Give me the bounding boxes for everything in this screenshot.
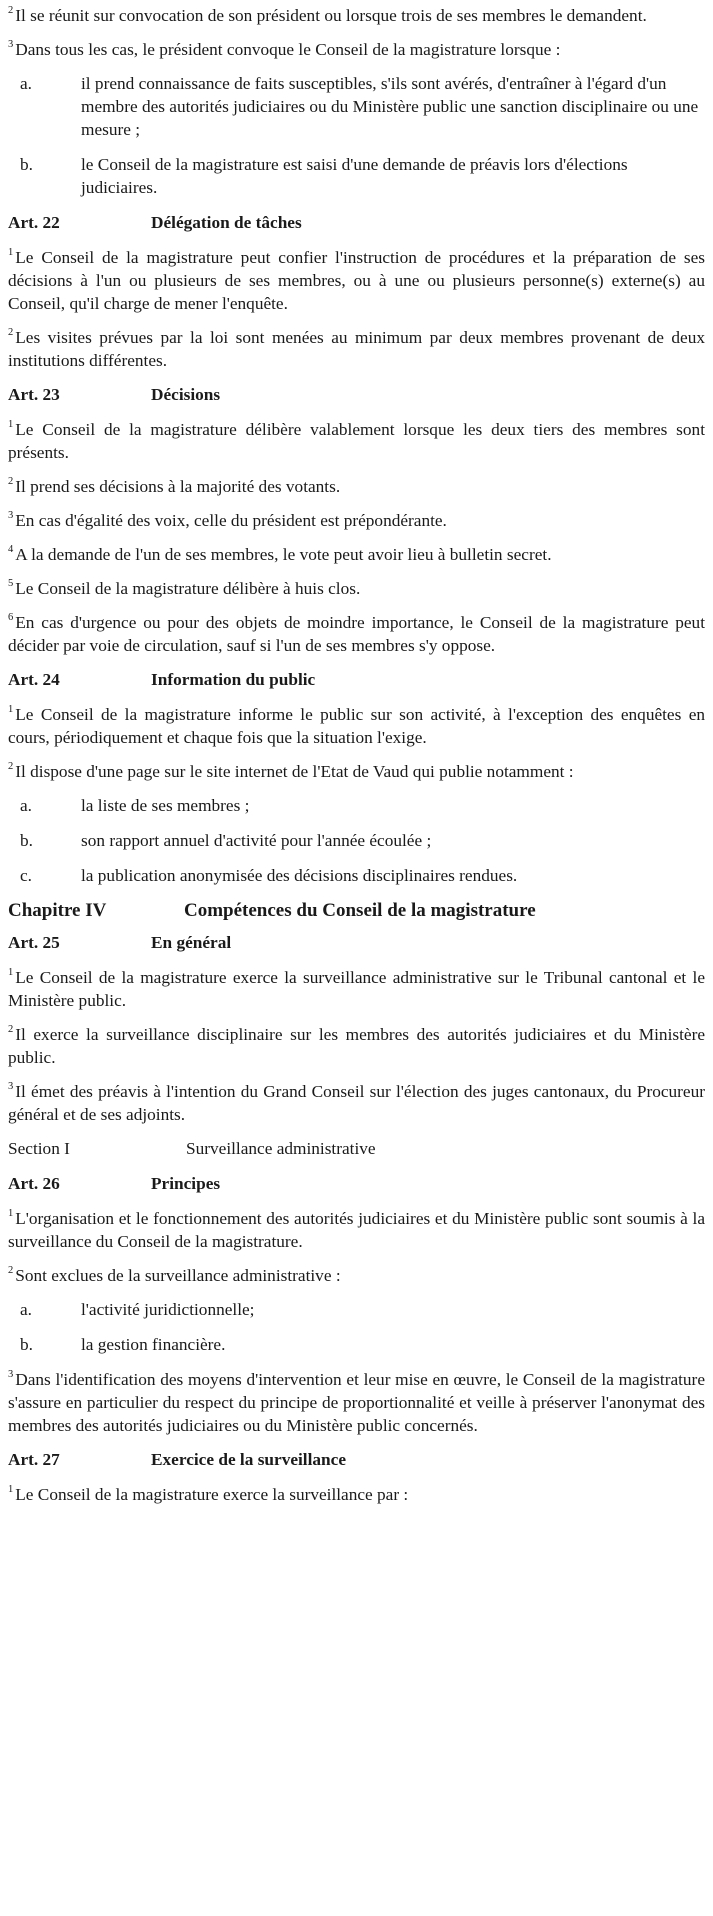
list-item-letter: a. (20, 796, 32, 815)
list-item-text: la liste de ses membres ; (81, 796, 250, 815)
list-item-letter: a. (20, 74, 32, 93)
paragraph-text: Dans l'identification des moyens d'intervention et leur mise en œuvre, le Conseil de la magistrature s'assure en particulier du respect du principe de proportionnalité et veille à préserver l'anonymat des membres des autorités judiciaires ou du Ministère public concernés. (8, 1370, 705, 1435)
article-heading-title: En général (151, 933, 232, 952)
list-item (8, 794, 705, 817)
paragraph-text: L'organisation et le fonctionnement des autorités judiciaires et du Ministère public sont soumis à la surveillance du Conseil de la magistrature. (8, 1209, 705, 1251)
paragraph-number: 2 (8, 761, 14, 773)
paragraph-number: 3 (8, 1081, 14, 1093)
paragraph (8, 611, 705, 657)
article-heading (8, 1448, 705, 1471)
list-item-text: son rapport annuel d'activité pour l'année écoulée ; (81, 831, 432, 850)
paragraph (8, 760, 705, 783)
paragraph-number: 1 (8, 704, 14, 716)
paragraph-number: 1 (8, 247, 14, 259)
paragraph-number: 3 (8, 1369, 14, 1381)
paragraph-number: 4 (8, 544, 14, 556)
list-item (8, 153, 705, 199)
paragraph (8, 1483, 705, 1506)
article-heading (8, 1172, 705, 1195)
paragraph (8, 38, 705, 61)
article-heading (8, 668, 705, 691)
article-heading-number: Art. 25 (8, 933, 60, 952)
list-item-letter: c. (20, 866, 32, 885)
list-item-text: la gestion financière. (81, 1335, 226, 1354)
paragraph-number: 2 (8, 5, 14, 17)
paragraph (8, 1368, 705, 1437)
article-heading-title: Exercice de la surveillance (151, 1450, 347, 1469)
article-heading-title: Délégation de tâches (151, 213, 302, 232)
paragraph (8, 966, 705, 1012)
paragraph-text: Il exerce la surveillance disciplinaire sur les membres des autorités judiciaires et du Ministère public. (8, 1025, 705, 1067)
paragraph (8, 509, 705, 532)
paragraph (8, 543, 705, 566)
section-heading-title: Surveillance administrative (186, 1139, 376, 1158)
paragraph-text: En cas d'égalité des voix, celle du président est prépondérante. (15, 511, 447, 530)
paragraph-text: Le Conseil de la magistrature informe le public sur son activité, à l'exception des enquêtes en cours, périodiquement et chaque fois que la situation l'exige. (8, 705, 705, 747)
article-heading-title: Principes (151, 1174, 221, 1193)
paragraph-number: 2 (8, 327, 14, 339)
article-heading-number: Art. 23 (8, 385, 60, 404)
chapter-heading-title: Compétences du Conseil de la magistrature (184, 900, 536, 921)
article-heading-title: Information du public (151, 670, 316, 689)
article-heading-number: Art. 22 (8, 213, 60, 232)
list-item-letter: b. (20, 1335, 33, 1354)
article-heading (8, 383, 705, 406)
paragraph (8, 1023, 705, 1069)
list-item-letter: b. (20, 831, 33, 850)
chapter-heading (8, 899, 705, 922)
paragraph-text: Il dispose d'une page sur le site internet de l'Etat de Vaud qui publie notamment : (15, 762, 574, 781)
article-heading-number: Art. 27 (8, 1450, 60, 1469)
paragraph-number: 2 (8, 476, 14, 488)
paragraph-number: 2 (8, 1265, 14, 1277)
paragraph-text: Sont exclues de la surveillance administrative : (15, 1266, 341, 1285)
paragraph (8, 475, 705, 498)
paragraph-text: Il prend ses décisions à la majorité des votants. (15, 477, 341, 496)
paragraph-text: Les visites prévues par la loi sont menées au minimum par deux membres provenant de deux institutions différentes. (8, 328, 705, 370)
list-item (8, 72, 705, 141)
paragraph-text: Dans tous les cas, le président convoque le Conseil de la magistrature lorsque : (15, 40, 561, 59)
paragraph-number: 3 (8, 510, 14, 522)
paragraph-number: 1 (8, 419, 14, 431)
paragraph (8, 418, 705, 464)
list-item-letter: b. (20, 155, 33, 174)
article-heading-number: Art. 24 (8, 670, 60, 689)
paragraph-number: 6 (8, 612, 14, 624)
paragraph-number: 3 (8, 39, 14, 51)
paragraph-text: A la demande de l'un de ses membres, le vote peut avoir lieu à bulletin secret. (15, 545, 552, 564)
paragraph (8, 1207, 705, 1253)
paragraph-text: Le Conseil de la magistrature peut confier l'instruction de procédures et la préparation de ses décisions à l'un ou plusieurs de ses membres, ou à une ou plusieurs personne(s) externe(s) au Conseil, qu'il charge de mener l'enquête. (8, 248, 705, 313)
paragraph-text: Le Conseil de la magistrature exerce la surveillance administrative sur le Tribunal cantonal et le Ministère public. (8, 968, 705, 1010)
section-heading (8, 1137, 705, 1160)
paragraph-number: 2 (8, 1024, 14, 1036)
article-heading-title: Décisions (151, 385, 221, 404)
paragraph (8, 703, 705, 749)
chapter-heading-number: Chapitre IV (8, 900, 107, 921)
paragraph-number: 5 (8, 578, 14, 590)
paragraph-number: 1 (8, 1208, 14, 1220)
paragraph (8, 577, 705, 600)
document-body (8, 4, 705, 1506)
paragraph-text: Le Conseil de la magistrature exerce la surveillance par : (15, 1485, 409, 1504)
paragraph (8, 1264, 705, 1287)
list-item-letter: a. (20, 1300, 32, 1319)
list-item (8, 864, 705, 887)
article-heading (8, 211, 705, 234)
list-item-text: l'activité juridictionnelle; (81, 1300, 255, 1319)
paragraph (8, 326, 705, 372)
list-item-text: la publication anonymisée des décisions disciplinaires rendues. (81, 866, 518, 885)
paragraph-number: 1 (8, 1484, 14, 1496)
paragraph-text: Il se réunit sur convocation de son président ou lorsque trois de ses membres le demandent. (15, 6, 647, 25)
article-heading (8, 931, 705, 954)
paragraph-text: En cas d'urgence ou pour des objets de moindre importance, le Conseil de la magistrature peut décider par voie de circulation, sauf si l'un de ses membres s'y oppose. (8, 613, 705, 655)
paragraph-text: Le Conseil de la magistrature délibère à huis clos. (15, 579, 361, 598)
paragraph (8, 4, 705, 27)
list-item (8, 1333, 705, 1356)
paragraph-text: Il émet des préavis à l'intention du Grand Conseil sur l'élection des juges cantonaux, du Procureur général et de ses adjoints. (8, 1082, 705, 1124)
list-item-text: le Conseil de la magistrature est saisi d'une demande de préavis lors d'élections judiciaires. (81, 155, 628, 197)
list-item (8, 829, 705, 852)
list-item-text: il prend connaissance de faits susceptibles, s'ils sont avérés, d'entraîner à l'égard d'un membre des autorités judiciaires ou du Ministère public une sanction disciplinaire ou une mesure ; (81, 74, 699, 139)
paragraph-text: Le Conseil de la magistrature délibère valablement lorsque les deux tiers des membres sont présents. (8, 420, 705, 462)
paragraph (8, 1080, 705, 1126)
paragraph-number: 1 (8, 967, 14, 979)
section-heading-number: Section I (8, 1139, 70, 1158)
article-heading-number: Art. 26 (8, 1174, 60, 1193)
list-item (8, 1298, 705, 1321)
paragraph (8, 246, 705, 315)
